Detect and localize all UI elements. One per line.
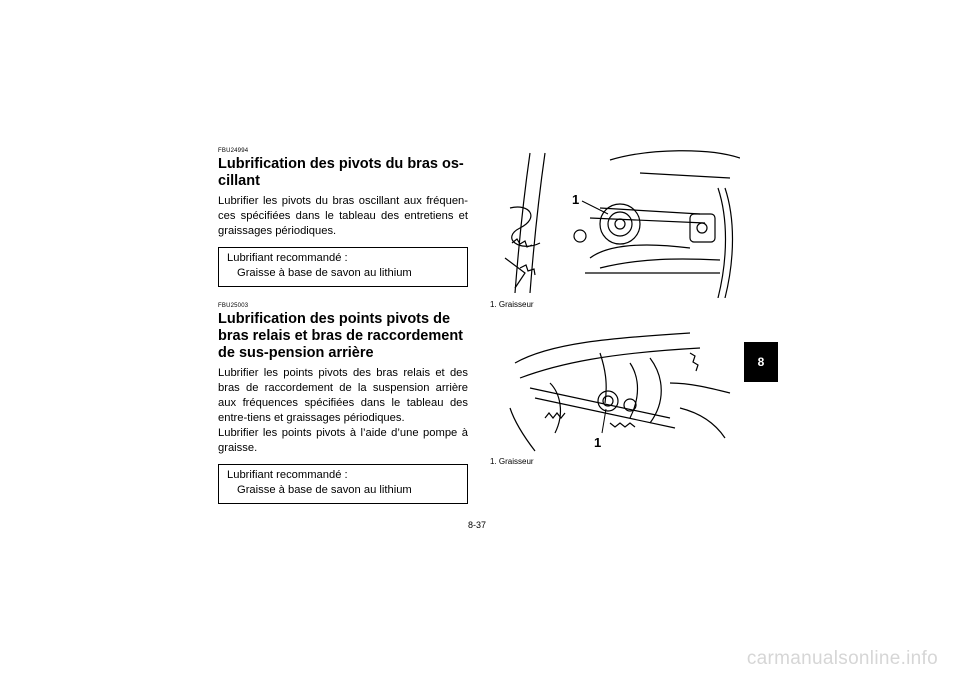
section-title: Lubrification des pivots du bras os-cillant	[218, 156, 464, 189]
box-value: Graisse à base de savon au lithium	[237, 267, 412, 279]
figure-caption: 1. Graisseur	[490, 457, 534, 466]
figure-caption: 1. Graisseur	[490, 300, 534, 309]
figure-callout: 1	[572, 192, 580, 207]
chapter-tab: 8	[744, 342, 778, 382]
section-title: Lubrification des points pivots de bras relais et bras de raccordement de sus-pension arrière	[218, 311, 464, 361]
watermark: carmanualsonline.info	[746, 648, 938, 669]
rear-suspension-illustration	[490, 323, 740, 455]
section-body: Lubrifier les pivots du bras oscillant aux fréquen-ces spécifiées dans le tableau des entretiens et graissages périodiques.	[218, 195, 468, 237]
box-value: Graisse à base de savon au lithium	[237, 484, 412, 496]
lubricant-box	[218, 464, 468, 504]
swingarm-illustration	[490, 148, 740, 298]
box-label: Lubrifiant recommandé :	[227, 252, 348, 264]
lubricant-box	[218, 247, 468, 287]
figure-callout: 1	[594, 435, 602, 450]
section-body: Lubrifier les points pivots à l’aide d’une pompe à graisse.	[218, 427, 468, 454]
section-2	[218, 303, 468, 504]
left-column	[218, 148, 468, 504]
page-number: 8-37	[468, 520, 487, 530]
box-label: Lubrifiant recommandé :	[227, 469, 348, 481]
section-code: FBU25003	[218, 303, 249, 309]
section-code: FBU24994	[218, 148, 249, 154]
right-column	[490, 148, 740, 466]
section-body: Lubrifier les points pivots des bras relais et des bras de raccordement de la suspension arrière aux fréquences spécifiées dans le tableau des entre-tiens et graissages périodiques.	[218, 367, 468, 424]
